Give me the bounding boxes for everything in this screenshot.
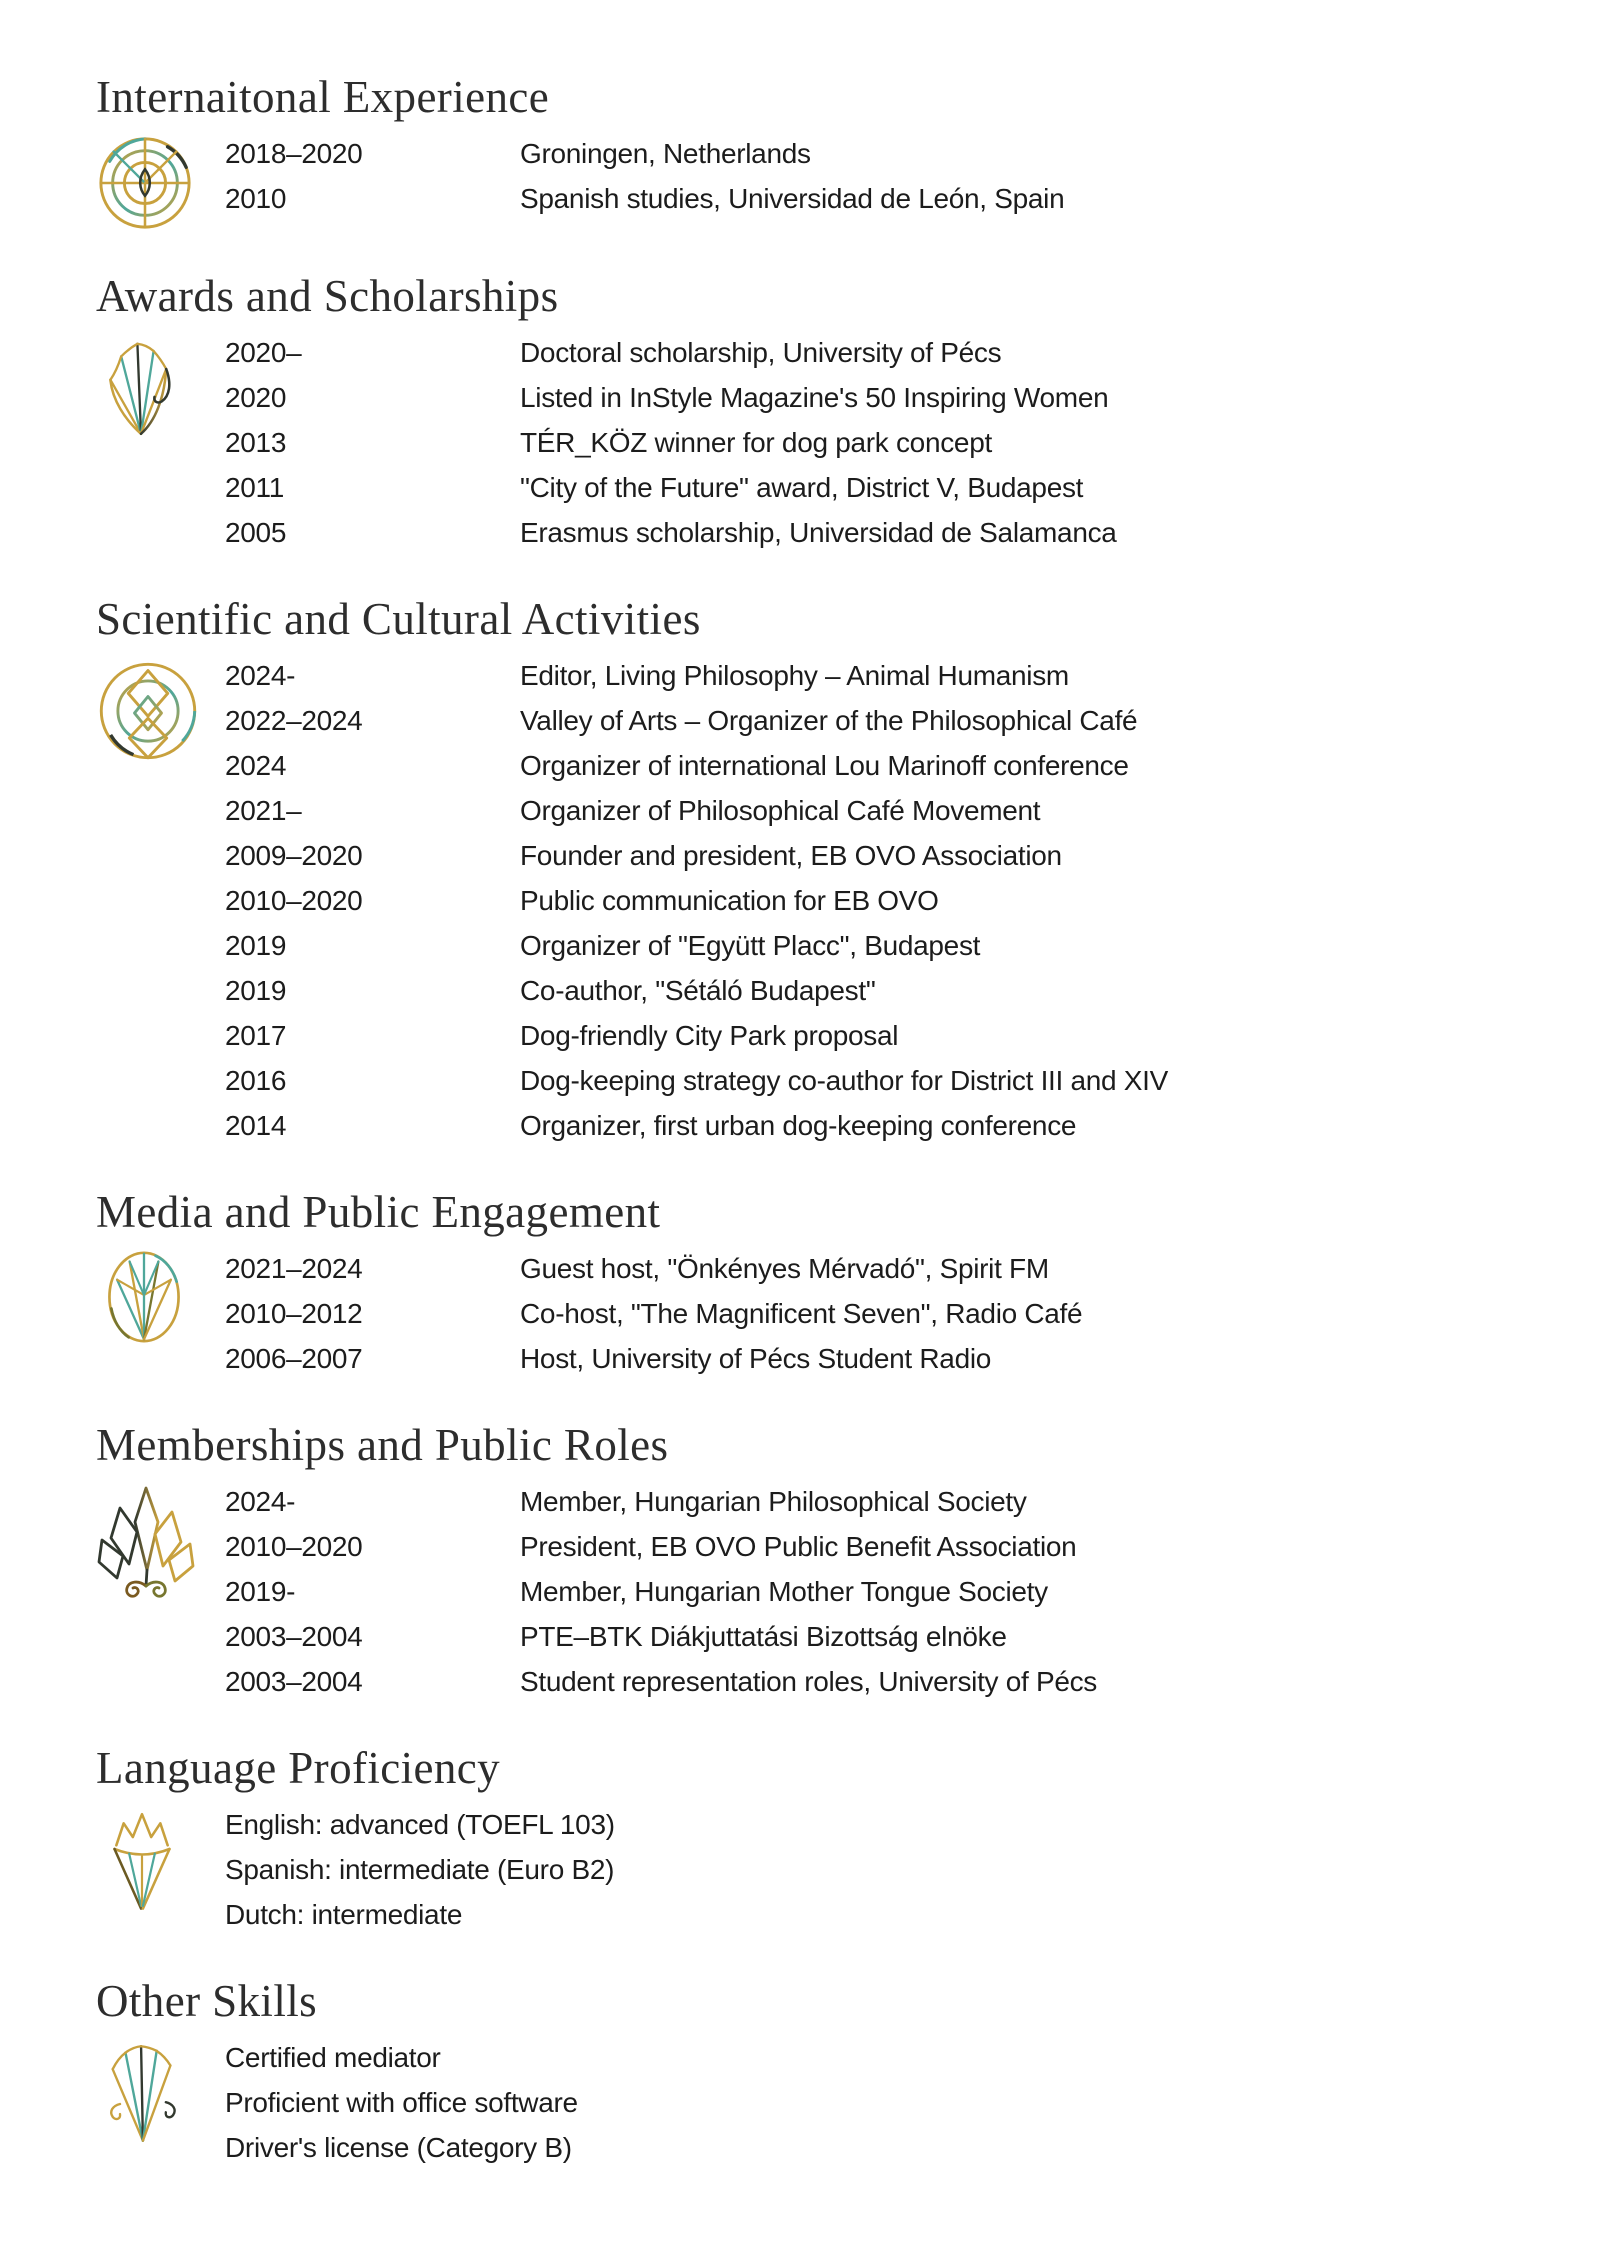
timeline-row [225, 465, 1560, 510]
timeline-row [225, 653, 1560, 698]
entry-date: 2010–2012 [225, 1298, 363, 1329]
timeline-row [225, 1291, 1560, 1336]
entry-date: 2019- [225, 1576, 296, 1607]
icon-column [96, 2035, 225, 2148]
entry-text: Student representation roles, University of Pécs [520, 1666, 1098, 1697]
section-title-memberships: Memberships and Public Roles [96, 1420, 669, 1470]
entry-date: 2010–2020 [225, 1531, 363, 1562]
timeline-row [225, 1524, 1560, 1569]
entry-text: Groningen, Netherlands [520, 138, 811, 169]
entry-text: Spanish: intermediate (Euro B2) [225, 1854, 615, 1885]
entry-text: Member, Hungarian Philosophical Society [520, 1486, 1027, 1517]
entry-date: 2017 [225, 1020, 287, 1051]
section-memberships [96, 1418, 1560, 1704]
entry-date: 2020– [225, 337, 302, 368]
icon-column [96, 1479, 225, 1607]
entry-text: Organizer of international Lou Marinoff conference [520, 750, 1129, 781]
entry-date: 2006–2007 [225, 1343, 363, 1374]
entries-international [225, 131, 1560, 221]
icon-column [96, 653, 225, 765]
entry-date: 2010 [225, 183, 287, 214]
section-language [96, 1741, 1560, 1937]
entry-date: 2013 [225, 427, 287, 458]
fan-palmette-icon [96, 333, 186, 441]
entry-text: Proficient with office software [225, 2087, 578, 2118]
timeline-row [225, 1336, 1560, 1381]
entry-text: Valley of Arts – Organizer of the Philosophical Café [520, 705, 1138, 736]
timeline-row [225, 923, 1560, 968]
crown-tulip-icon [96, 1805, 188, 1915]
entry-text: Editor, Living Philosophy – Animal Humanism [520, 660, 1069, 691]
timeline-row [225, 1479, 1560, 1524]
entry-text: Dutch: intermediate [225, 1899, 463, 1930]
timeline-row [225, 2035, 1560, 2080]
timeline-row [225, 1802, 1560, 1847]
entry-text: Host, University of Pécs Student Radio [520, 1343, 992, 1374]
entries-memberships [225, 1479, 1560, 1704]
entry-text: Co-host, "The Magnificent Seven", Radio Café [520, 1298, 1083, 1329]
lotus-ellipse-icon [96, 1249, 192, 1345]
entry-date: 2019 [225, 930, 287, 961]
timeline-row [225, 2080, 1560, 2125]
section-awards [96, 269, 1560, 555]
entry-date: 2024- [225, 1486, 296, 1517]
entry-date: 2018–2020 [225, 138, 363, 169]
entry-date: 2011 [225, 472, 285, 503]
entry-date: 2024- [225, 660, 296, 691]
entry-text: Co-author, "Sétáló Budapest" [520, 975, 876, 1006]
timeline-row [225, 1892, 1560, 1937]
timeline-row [225, 1659, 1560, 1704]
entry-date: 2021– [225, 795, 302, 826]
entry-date: 2005 [225, 517, 287, 548]
timeline-row [225, 510, 1560, 555]
entry-date: 2009–2020 [225, 840, 363, 871]
timeline-row [225, 743, 1560, 788]
timeline-row [225, 420, 1560, 465]
timeline-row [225, 330, 1560, 375]
entry-date: 2010–2020 [225, 885, 363, 916]
entry-date: 2021–2024 [225, 1253, 363, 1284]
timeline-row [225, 1058, 1560, 1103]
entry-text: "City of the Future" award, District V, Budapest [520, 472, 1084, 503]
curved-fan-icon [96, 2038, 188, 2148]
timeline-row [225, 1614, 1560, 1659]
timeline-row [225, 1246, 1560, 1291]
entries-skills [225, 2035, 1560, 2170]
entry-date: 2014 [225, 1110, 287, 1141]
entry-text: President, EB OVO Public Benefit Association [520, 1531, 1077, 1562]
mandala-rings-icon [96, 134, 194, 232]
icon-column [96, 131, 225, 232]
entry-text: Doctoral scholarship, University of Pécs [520, 337, 1002, 368]
timeline-row [225, 176, 1560, 221]
entry-text: Spanish studies, Universidad de León, Spain [520, 183, 1065, 214]
entry-date: 2022–2024 [225, 705, 363, 736]
icon-column [96, 330, 225, 441]
entry-text: Founder and president, EB OVO Association [520, 840, 1062, 871]
timeline-row [225, 2125, 1560, 2170]
entry-text: PTE–BTK Diákjuttatási Bizottság elnöke [520, 1621, 1007, 1652]
entry-date: 2003–2004 [225, 1666, 363, 1697]
entry-text: Member, Hungarian Mother Tongue Society [520, 1576, 1048, 1607]
timeline-row [225, 788, 1560, 833]
entry-date: 2024 [225, 750, 287, 781]
timeline-row [225, 1569, 1560, 1614]
timeline-row [225, 1847, 1560, 1892]
entries-language [225, 1802, 1560, 1937]
entries-scientific [225, 653, 1560, 1148]
section-title-media: Media and Public Engagement [96, 1187, 661, 1237]
timeline-row [225, 131, 1560, 176]
entry-text: Certified mediator [225, 2042, 441, 2073]
timeline-row [225, 878, 1560, 923]
entry-text: Public communication for EB OVO [520, 885, 939, 916]
entries-media [225, 1246, 1560, 1381]
section-skills [96, 1974, 1560, 2170]
section-title-awards: Awards and Scholarships [96, 271, 559, 321]
entry-text: Driver's license (Category B) [225, 2132, 572, 2163]
timeline-row [225, 375, 1560, 420]
entry-text: Guest host, "Önkényes Mérvadó", Spirit FM [520, 1253, 1049, 1284]
timeline-row [225, 1103, 1560, 1148]
entry-text: Organizer, first urban dog-keeping conference [520, 1110, 1077, 1141]
icon-column [96, 1802, 225, 1915]
entry-text: TÉR_KÖZ winner for dog park concept [520, 427, 992, 458]
timeline-row [225, 968, 1560, 1013]
entries-awards [225, 330, 1560, 555]
section-title-skills: Other Skills [96, 1976, 318, 2026]
timeline-row [225, 698, 1560, 743]
entry-text: Dog-keeping strategy co-author for District III and XIV [520, 1065, 1169, 1096]
circle-diamonds-icon [96, 656, 200, 765]
entry-text: English: advanced (TOEFL 103) [225, 1809, 615, 1840]
entry-date: 2016 [225, 1065, 287, 1096]
entry-date: 2020 [225, 382, 287, 413]
section-international [96, 70, 1560, 232]
timeline-row [225, 833, 1560, 878]
entry-text: Organizer of "Együtt Placc", Budapest [520, 930, 981, 961]
section-media [96, 1185, 1560, 1381]
icon-column [96, 1246, 225, 1345]
timeline-row [225, 1013, 1560, 1058]
section-title-scientific: Scientific and Cultural Activities [96, 594, 701, 644]
section-title-language: Language Proficiency [96, 1743, 501, 1793]
entry-date: 2003–2004 [225, 1621, 363, 1652]
entry-text: Erasmus scholarship, Universidad de Salamanca [520, 517, 1117, 548]
entry-text: Organizer of Philosophical Café Movement [520, 795, 1041, 826]
section-title-international: Internaitonal Experience [96, 72, 550, 122]
entry-text: Dog-friendly City Park proposal [520, 1020, 899, 1051]
leaf-spiral-icon [96, 1482, 196, 1607]
section-scientific [96, 592, 1560, 1148]
entry-text: Listed in InStyle Magazine's 50 Inspiring Women [520, 382, 1109, 413]
entry-date: 2019 [225, 975, 287, 1006]
